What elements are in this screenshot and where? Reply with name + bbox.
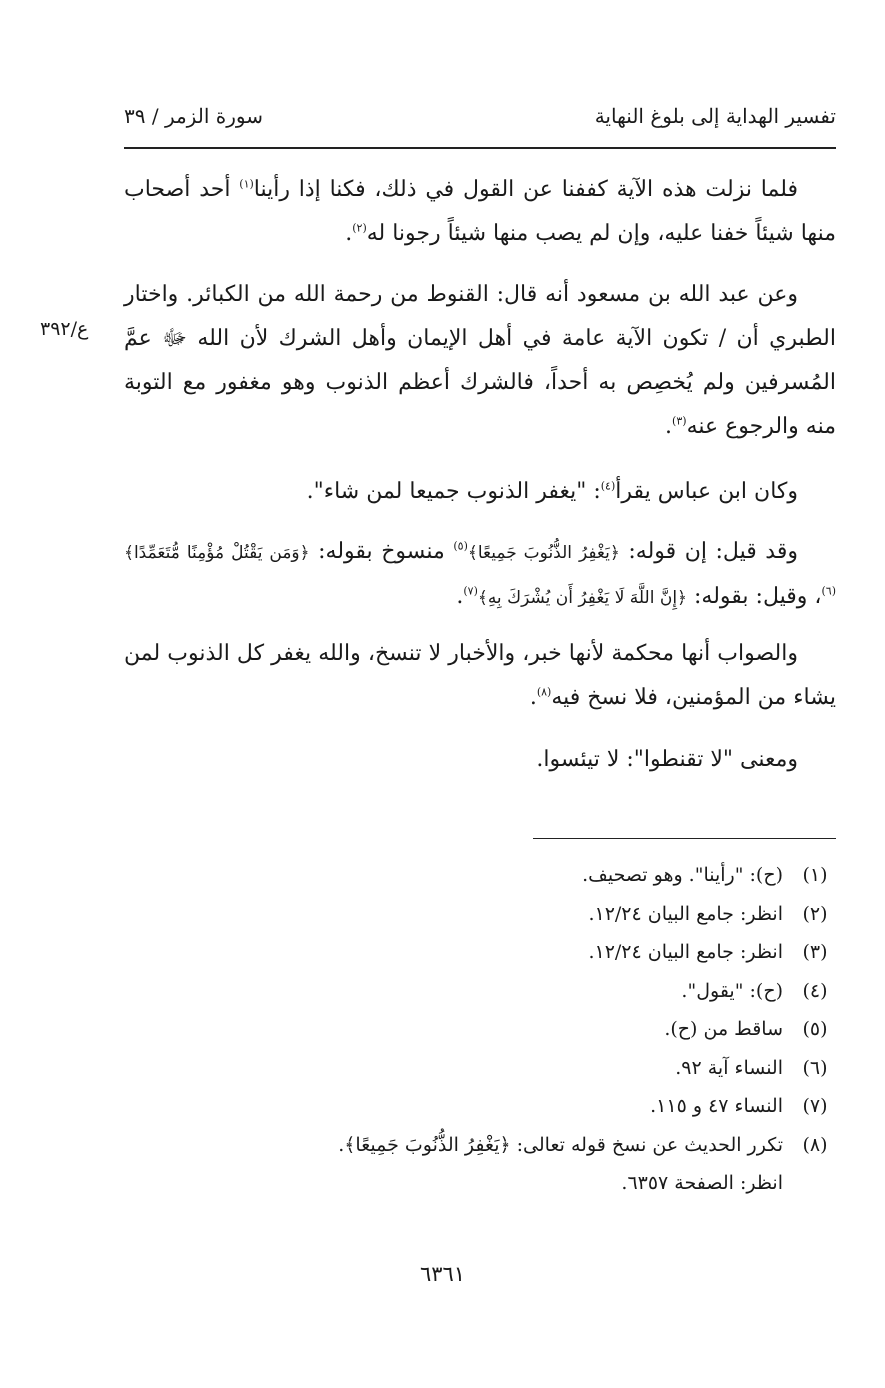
- footnote-text: تكرر الحديث عن نسخ قوله تعالى: ﴿يَغْفِرُ الذُّنُوبَ جَمِيعًا﴾.: [338, 1133, 783, 1156]
- footnote-number: (١): [802, 864, 828, 886]
- paragraph-text: وكان ابن عباس يقرأ: [615, 479, 798, 504]
- quran-verse: ﴿يَغْفِرُ الذُّنُوبَ جَمِيعًا﴾: [467, 543, 620, 563]
- footnote-text: ساقط من (ح).: [664, 1018, 783, 1040]
- paragraph-text: وعن عبد الله بن مسعود أنه قال: القنوط من رحمة الله من الكبائر. واختار الطبري أن / تكون الآية عامة في أهل الإيمان وأهل الشرك لأن الله ﷻ عمَّ المُسرفين ولم يُخصِص به أحداً، فالشرك أعظم الذنوب وهو مغفور مع التوبة منه والرجوع عنه: [124, 282, 836, 439]
- paragraph-text: منسوخ بقوله:: [309, 539, 454, 564]
- paragraph-text: ، وقيل: بقوله:: [687, 584, 822, 609]
- footnote-item: [133, 1126, 833, 1165]
- paragraph-text: أحد أصحاب منها شيئاً خفنا عليه، وإن لم يصب منها شيئاً رجونا له: [124, 177, 836, 246]
- footnote-number: (٦): [802, 1056, 828, 1079]
- paragraph-3: [124, 470, 836, 514]
- footnote-item: [133, 1010, 833, 1049]
- footnote-text: انظر: جامع البيان ١٢/٢٤.: [588, 902, 783, 925]
- footnote-number: (٥): [802, 1018, 828, 1040]
- footnote-text: (ح): "رأينا". وهو تصحيف.: [582, 864, 783, 886]
- running-header: [124, 100, 836, 140]
- paragraph-text: وقد قيل: إن قوله:: [619, 539, 798, 564]
- paragraph-text: ومعنى "لا تقنطوا": لا تيئسوا.: [536, 747, 798, 772]
- paragraph-text: .: [665, 414, 673, 439]
- footnote-ref: (٣): [672, 414, 687, 428]
- footnote-ref: (٨): [536, 685, 552, 699]
- footnote-ref: (٢): [352, 221, 367, 235]
- quran-verse: ﴿إِنَّ اللَّهَ لَا يَغْفِرُ أَن يُشْرَكَ بِهِ﴾: [477, 588, 688, 608]
- footnote-text: النساء آية ٩٢.: [675, 1056, 783, 1079]
- footnote-ref: (٤): [600, 479, 616, 493]
- paragraph-text: .: [345, 221, 353, 246]
- footnote-continuation: انظر: الصفحة ٦٣٥٧.: [621, 1172, 783, 1194]
- paragraph-2: [124, 273, 836, 449]
- footnote-number: (٣): [802, 941, 828, 963]
- quran-verse: ﴿وَمَن يَقْتُلْ مُؤْمِنًا مُّتَعَمِّدًا﴾: [124, 543, 310, 563]
- paragraph-text: .: [529, 685, 537, 710]
- paragraph-5: [124, 632, 836, 720]
- manuscript-folio-note: ع/٣٩٢: [40, 318, 89, 340]
- footnote-item: [133, 1049, 833, 1088]
- footnote-text: النساء ٤٧ و ١١٥.: [650, 1095, 783, 1117]
- footnote-item: [133, 972, 833, 1011]
- footnote-divider: [533, 838, 836, 839]
- paragraph-text: .: [456, 584, 464, 609]
- paragraph-6: [124, 738, 836, 782]
- surah-reference: سورة الزمر / ٣٩: [124, 104, 263, 128]
- footnote-item: [133, 895, 833, 934]
- footnote-ref: (٧): [463, 584, 478, 598]
- paragraph-text: فلما نزلت هذه الآية كففنا عن القول في ذلك، فكنا إذا رأينا: [253, 177, 799, 202]
- footnote-text: (ح): "يقول".: [681, 979, 783, 1002]
- paragraph-4: [124, 530, 836, 620]
- header-divider: [124, 147, 836, 149]
- footnote-number: (٨): [802, 1133, 828, 1156]
- footnote-item: [133, 1087, 833, 1126]
- footnote-item: [133, 933, 833, 972]
- footnote-ref: (١): [239, 177, 254, 191]
- footnote-ref: (٦): [821, 584, 836, 598]
- paragraph-text: والصواب أنها محكمة لأنها خبر، والأخبار لا تنسخ، والله يغفر كل الذنوب لمن يشاء من المؤمنين، فلا نسخ فيه: [124, 641, 836, 710]
- paragraph-text: : "يغفر الذنوب جميعا لمن شاء".: [306, 479, 601, 504]
- page-number: ٦٣٦١: [419, 1262, 466, 1286]
- footnote-number: (٧): [802, 1095, 828, 1117]
- book-title: تفسير الهداية إلى بلوغ النهاية: [594, 104, 836, 128]
- footnote-number: (٤): [802, 979, 828, 1002]
- footnote-number: (٢): [802, 902, 828, 925]
- paragraph-1: [124, 168, 836, 256]
- footnote-ref: (٥): [453, 539, 468, 553]
- footnote-text: انظر: جامع البيان ١٢/٢٤.: [588, 941, 783, 963]
- footnote-item: [133, 856, 833, 895]
- footnotes: [133, 856, 833, 1202]
